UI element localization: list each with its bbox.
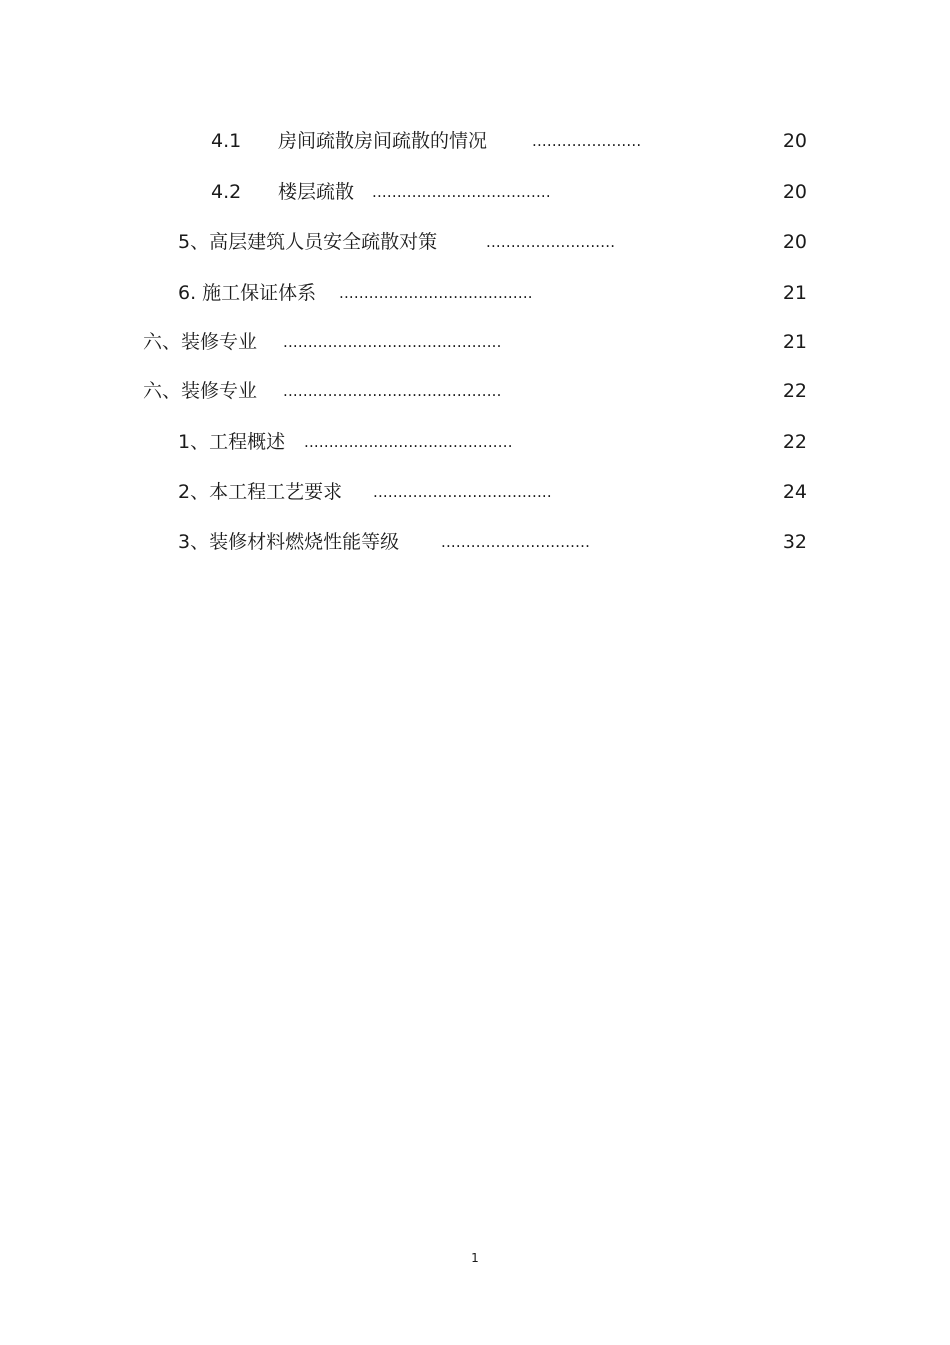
toc-entry-4-1[interactable] (0, 126, 950, 156)
toc-entry-title: 2、本工程工艺要求 (178, 481, 343, 503)
toc-page-number: 20 (782, 130, 807, 152)
page-footer-number: 1 (471, 1251, 479, 1265)
toc-page-number: 20 (782, 181, 807, 203)
table-of-contents (0, 0, 950, 600)
toc-entry-number: 4.2 (211, 181, 242, 203)
toc-entry-5[interactable] (0, 227, 950, 257)
toc-dot-leader: .................................... (372, 183, 551, 201)
toc-entry-1[interactable] (0, 427, 950, 457)
toc-page-number: 21 (782, 331, 807, 353)
toc-entry-title: 楼层疏散 (278, 181, 355, 203)
toc-entry-6[interactable] (0, 278, 950, 308)
toc-entry-title: 六、装修专业 (143, 380, 258, 402)
toc-dot-leader: .......................................... (304, 433, 513, 451)
toc-page-number: 24 (782, 481, 807, 503)
toc-entry-title: 5、高层建筑人员安全疏散对策 (178, 231, 438, 253)
toc-entry-title: 房间疏散房间疏散的情况 (278, 130, 488, 152)
toc-entry-number: 4.1 (211, 130, 242, 152)
toc-entry-4-2[interactable] (0, 177, 950, 207)
toc-dot-leader: ............................................ (283, 382, 502, 400)
toc-entry-title: 六、装修专业 (143, 331, 258, 353)
toc-entry-title: 1、工程概述 (178, 431, 286, 453)
toc-dot-leader: ............................................ (283, 333, 502, 351)
toc-entry-title: 3、装修材料燃烧性能等级 (178, 531, 400, 553)
toc-dot-leader: .......................... (486, 233, 616, 251)
toc-page-number: 22 (782, 431, 807, 453)
toc-page-number: 21 (782, 282, 807, 304)
toc-page-number: 22 (782, 380, 807, 402)
toc-entry-3[interactable] (0, 527, 950, 557)
toc-page-number: 32 (782, 531, 807, 553)
toc-entry-2[interactable] (0, 477, 950, 507)
toc-entry-chapter-6-a[interactable] (0, 327, 950, 357)
toc-dot-leader: ....................................... (339, 284, 533, 302)
toc-entry-title: 6. 施工保证体系 (178, 282, 317, 304)
toc-dot-leader: .................................... (373, 483, 552, 501)
toc-page-number: 20 (782, 231, 807, 253)
toc-dot-leader: .............................. (441, 533, 591, 551)
toc-dot-leader: ...................... (532, 132, 642, 150)
toc-entry-chapter-6-b[interactable] (0, 376, 950, 406)
